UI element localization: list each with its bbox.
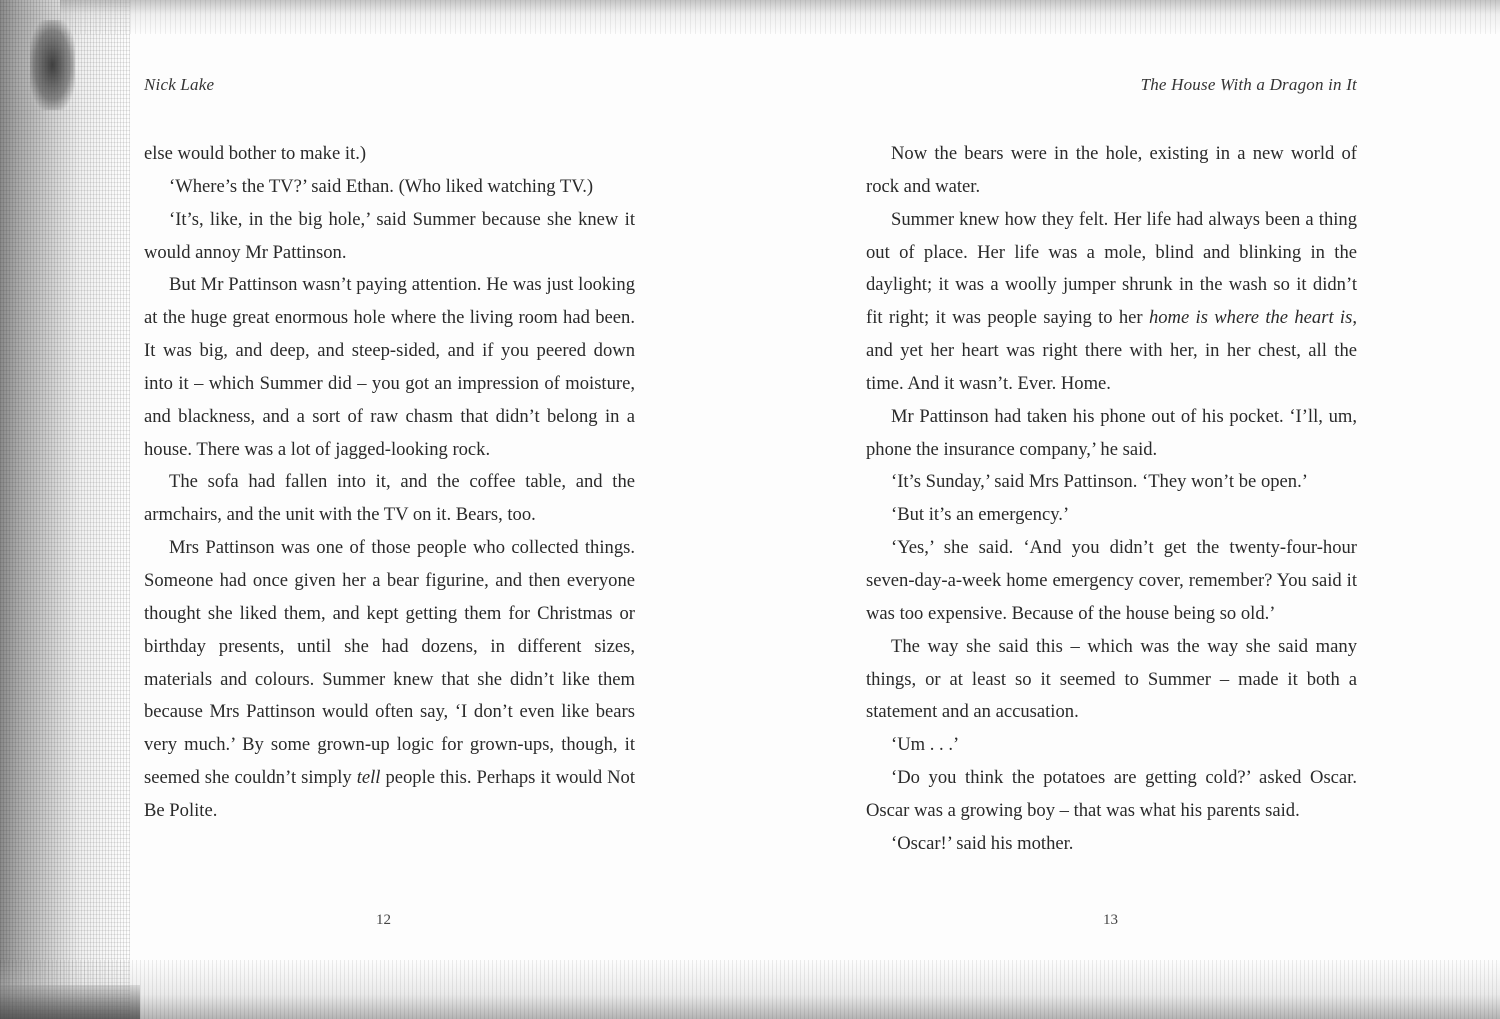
paragraph-text: Summer knew how they felt. Her life had always been a thing out of place. Her life was a mole, blind and blinking in the daylight; it was a woolly jumper shrunk in the wash so it didn’t fit right; it was people saying to her xyxy=(866,208,1357,329)
paragraph: Mr Pattinson had taken his phone out of his pocket. ‘I’ll, um, phone the insurance company,’ he said. xyxy=(866,405,1357,460)
paragraph: Now the bears were in the hole, existing in a new world of rock and water. xyxy=(866,143,1357,197)
running-head-title: The House With a Dragon in It xyxy=(1140,75,1357,94)
left-page xyxy=(144,0,635,1019)
running-head-author: Nick Lake xyxy=(144,75,215,94)
right-page xyxy=(866,0,1357,1019)
paragraph: ‘It’s, like, in the big hole,’ said Summer because she knew it would annoy Mr Pattinson. xyxy=(144,208,635,263)
paragraph: ‘Yes,’ she said. ‘And you didn’t get the twenty-four-hour seven-day-a-week home emergency cover, remember? You said it was too expensive. Because of the house being so old.’ xyxy=(866,537,1357,624)
grunge-blot-bottom-left xyxy=(0,985,140,1019)
paragraph xyxy=(144,532,635,828)
paragraph: ‘But it’s an emergency.’ xyxy=(891,504,1070,526)
paragraph: ‘Do you think the potatoes are getting cold?’ asked Oscar. Oscar was a growing boy – that was what his parents said. xyxy=(866,767,1357,821)
paragraph-emphasis: tell xyxy=(356,767,381,789)
paragraph-text: Mrs Pattinson was one of those people who collected things. Someone had once given her a bear figurine, and then everyone thought she liked them, and kept getting them for Christmas or birthday presents, until she had dozens, in different sizes, materials and colours. Summer knew that she didn’t like them because Mrs Pattinson would often say, ‘I don’t even like bears very much.’ By some grown-up logic for grown-ups, though, it seemed she couldn’t simply xyxy=(144,537,635,789)
grunge-blot-top-left xyxy=(30,20,75,110)
paragraph-emphasis: home is where the heart is xyxy=(1148,307,1353,329)
paragraph: ‘Where’s the TV?’ said Ethan. (Who liked watching TV.) xyxy=(169,175,594,197)
page-number: 13 xyxy=(1103,912,1118,928)
page-number: 12 xyxy=(376,912,391,928)
right-page-body xyxy=(866,138,1357,861)
paragraph-text: people this. Perhaps it would Not Be Polite. xyxy=(144,767,636,821)
paragraph: ‘Oscar!’ said his mother. xyxy=(891,832,1074,854)
paragraph: ‘It’s Sunday,’ said Mrs Pattinson. ‘They won’t be open.’ xyxy=(891,471,1308,493)
paragraph: else would bother to make it.) xyxy=(144,143,367,164)
paragraph: ‘Um . . .’ xyxy=(891,734,960,756)
left-page-body xyxy=(144,138,635,828)
paragraph xyxy=(866,204,1357,401)
grunge-texture-left xyxy=(0,0,130,1019)
paragraph: The sofa had fallen into it, and the coffee table, and the armchairs, and the unit with the TV on it. Bears, too. xyxy=(144,471,635,526)
paragraph-text: , and yet her heart was right there with her, in her chest, all the time. And it wasn’t. Ever. Home. xyxy=(866,307,1357,394)
paragraph: But Mr Pattinson wasn’t paying attention. He was just looking at the huge great enormous hole where the living room had been. It was big, and deep, and steep-sided, and if you peered down into it – which Summer did – you got an impression of moisture, and blackness, and a sort of raw chasm that didn’t belong in a house. There was a lot of jagged-looking rock. xyxy=(144,274,635,460)
paragraph: The way she said this – which was the way she said many things, or at least so it seemed to Summer – made it both a statement and an accusation. xyxy=(866,635,1357,723)
